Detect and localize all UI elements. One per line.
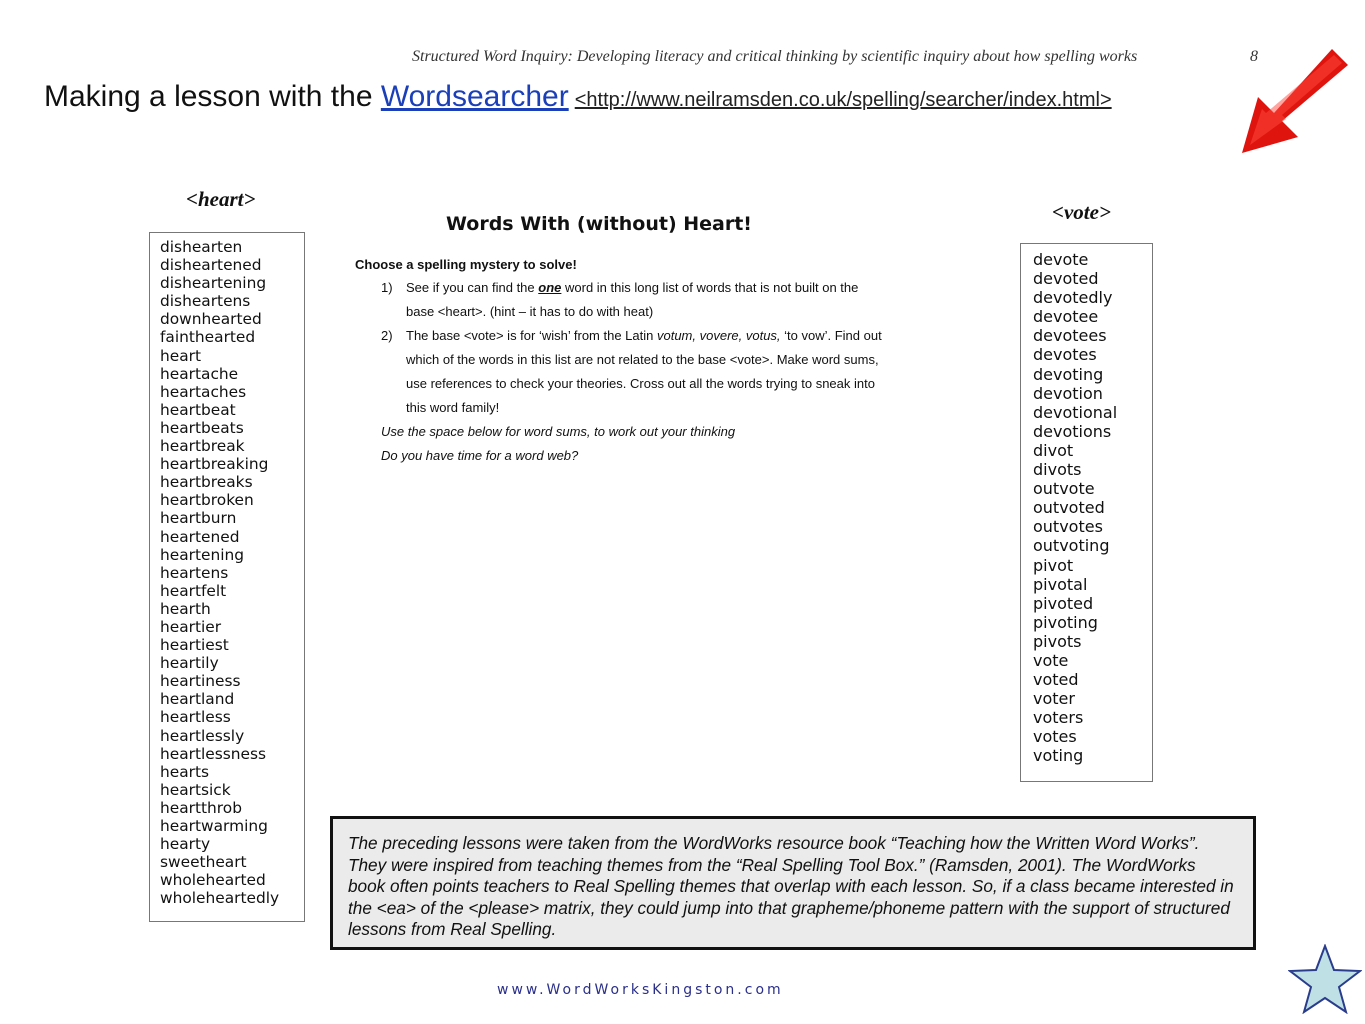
- vote-word: outvote: [1033, 479, 1095, 499]
- heart-word: wholehearted: [160, 871, 266, 890]
- vote-word: devotional: [1033, 402, 1118, 422]
- item-1-number: 1): [381, 280, 393, 295]
- vote-word: voter: [1033, 689, 1075, 709]
- worksheet-title: Words With (without) Heart!: [446, 213, 752, 235]
- heart-word-list: [150, 233, 304, 907]
- vote-word: pivots: [1033, 631, 1082, 651]
- heart-word: heartbeats: [160, 418, 244, 437]
- heart-word: heartiest: [160, 636, 229, 655]
- item-1-line-1: [406, 280, 858, 295]
- item-2-line-3: use references to check your theories. Cross out all the words trying to sneak into: [406, 376, 875, 391]
- heart-word: heartburn: [160, 509, 237, 528]
- vote-word: divots: [1033, 460, 1082, 480]
- heart-word: heartlessness: [160, 744, 267, 763]
- title-prefix: Making a lesson with the: [44, 80, 381, 113]
- vote-word-box: [1020, 243, 1153, 782]
- note-text: The preceding lessons were taken from the WordWorks resource book “Teaching how the Written Word Works”. They were inspired from teaching themes from the “Real Spelling Tool Box.” (Ramsden, 2001). The WordWorks book often points teachers to Real Spelling themes that overlap with each lesson. So, if a class became interested in the <ea> of the <please> matrix, they could jump into that grapheme/phoneme pattern with the support of structured lessons from Real Spelling.: [348, 833, 1234, 940]
- note-box: [330, 816, 1256, 950]
- item-1-emphasis: one: [538, 280, 562, 295]
- item-2-text-b: ‘to vow’. Find out: [780, 328, 882, 343]
- item-2-line-2: which of the words in this list are not related to the base <vote>. Make word sums,: [406, 352, 879, 367]
- heart-word-box: [149, 232, 305, 922]
- item-2-line-1: [406, 328, 882, 343]
- vote-word: devoted: [1033, 269, 1099, 289]
- heart-word: hearty: [160, 835, 211, 854]
- heart-word: hearts: [160, 762, 210, 781]
- red-arrow-icon: [1230, 45, 1355, 160]
- heart-word: disheartened: [160, 256, 262, 275]
- running-header: Structured Word Inquiry: Developing literacy and critical thinking by scientific inquiry about how spelling works: [412, 48, 1138, 65]
- vote-word: devote: [1033, 250, 1089, 269]
- star-icon[interactable]: [1288, 944, 1362, 1014]
- page-number: 8: [1250, 48, 1258, 65]
- heart-list-heading: <heart>: [186, 187, 256, 211]
- heart-word: heart: [160, 346, 202, 365]
- vote-word: voting: [1033, 746, 1084, 766]
- item-2-number: 2): [381, 328, 393, 343]
- vote-word: devotes: [1033, 345, 1097, 365]
- heart-word: heartless: [160, 708, 231, 727]
- page-title: [44, 80, 1112, 114]
- heart-word: disheartens: [160, 292, 251, 311]
- heart-word: heartwarming: [160, 817, 268, 835]
- vote-word: voted: [1033, 670, 1079, 690]
- worksheet-note-1: Use the space below for word sums, to work out your thinking: [381, 424, 736, 439]
- heart-word: heartaches: [160, 382, 247, 401]
- footer-website[interactable]: www.WordWorksKingston.com: [497, 982, 784, 998]
- heart-word: heartfelt: [160, 581, 227, 600]
- heart-word: heartbroken: [160, 491, 254, 510]
- heart-word: heartache: [160, 364, 239, 383]
- vote-word: outvoting: [1033, 536, 1110, 556]
- heart-word: heartily: [160, 654, 219, 673]
- vote-word: divot: [1033, 440, 1074, 460]
- heart-word: heartlessly: [160, 726, 245, 745]
- heart-word: fainthearted: [160, 328, 256, 347]
- vote-word: devotion: [1033, 383, 1103, 403]
- worksheet-prompt: Choose a spelling mystery to solve!: [355, 257, 577, 272]
- vote-word: devotions: [1033, 421, 1112, 441]
- heart-word: heartening: [160, 545, 245, 564]
- vote-word-list: [1021, 244, 1152, 766]
- item-1-text-b: word in this long list of words that is not built on the: [561, 280, 859, 295]
- title-url[interactable]: <http://www.neilramsden.co.uk/spelling/searcher/index.html>: [574, 89, 1112, 111]
- vote-word: outvotes: [1033, 517, 1103, 537]
- vote-word: devoting: [1033, 364, 1104, 384]
- heart-word: heartbreak: [160, 437, 245, 456]
- vote-word: vote: [1033, 650, 1069, 670]
- heart-word: heartbreaking: [160, 455, 269, 474]
- heart-word: heartbreaks: [160, 473, 253, 492]
- vote-word: devotee: [1033, 307, 1099, 327]
- heart-word: hearth: [160, 599, 211, 618]
- vote-word: devotedly: [1033, 288, 1113, 308]
- heart-word: heartsick: [160, 780, 231, 799]
- heart-word: heartthrob: [160, 798, 242, 817]
- vote-word: votes: [1033, 727, 1077, 747]
- vote-word: pivoted: [1033, 593, 1094, 613]
- heart-word: heartier: [160, 617, 222, 636]
- wordsearcher-link[interactable]: Wordsearcher: [380, 80, 569, 113]
- vote-word: outvoted: [1033, 498, 1105, 518]
- heart-word: wholeheartedly: [160, 889, 280, 908]
- worksheet-note-2: Do you have time for a word web?: [381, 448, 579, 463]
- item-1-line-2: base <heart>. (hint – it has to do with heat): [406, 304, 654, 319]
- item-2-line-4: this word family!: [406, 400, 500, 415]
- vote-word: pivot: [1033, 555, 1074, 575]
- item-1-text-a: See if you can find the: [406, 280, 539, 295]
- heart-word: heartbeat: [160, 400, 236, 419]
- heart-word: heartened: [160, 527, 240, 546]
- vote-word: devotees: [1033, 326, 1107, 346]
- vote-word: pivotal: [1033, 574, 1088, 594]
- item-2-text-a: The base <vote> is for ‘wish’ from the Latin: [406, 328, 657, 343]
- vote-word: voters: [1033, 708, 1084, 728]
- vote-word: pivoting: [1033, 612, 1098, 632]
- vote-list-heading: <vote>: [1052, 200, 1111, 224]
- heart-word: dishearten: [160, 238, 243, 256]
- heart-word: heartland: [160, 690, 235, 709]
- item-2-latin: votum, vovere, votus,: [656, 328, 781, 343]
- heart-word: heartiness: [160, 672, 241, 691]
- heart-word: downhearted: [160, 310, 262, 329]
- heart-word: disheartening: [160, 274, 267, 293]
- heart-word: heartens: [160, 563, 229, 582]
- heart-word: sweetheart: [160, 853, 247, 872]
